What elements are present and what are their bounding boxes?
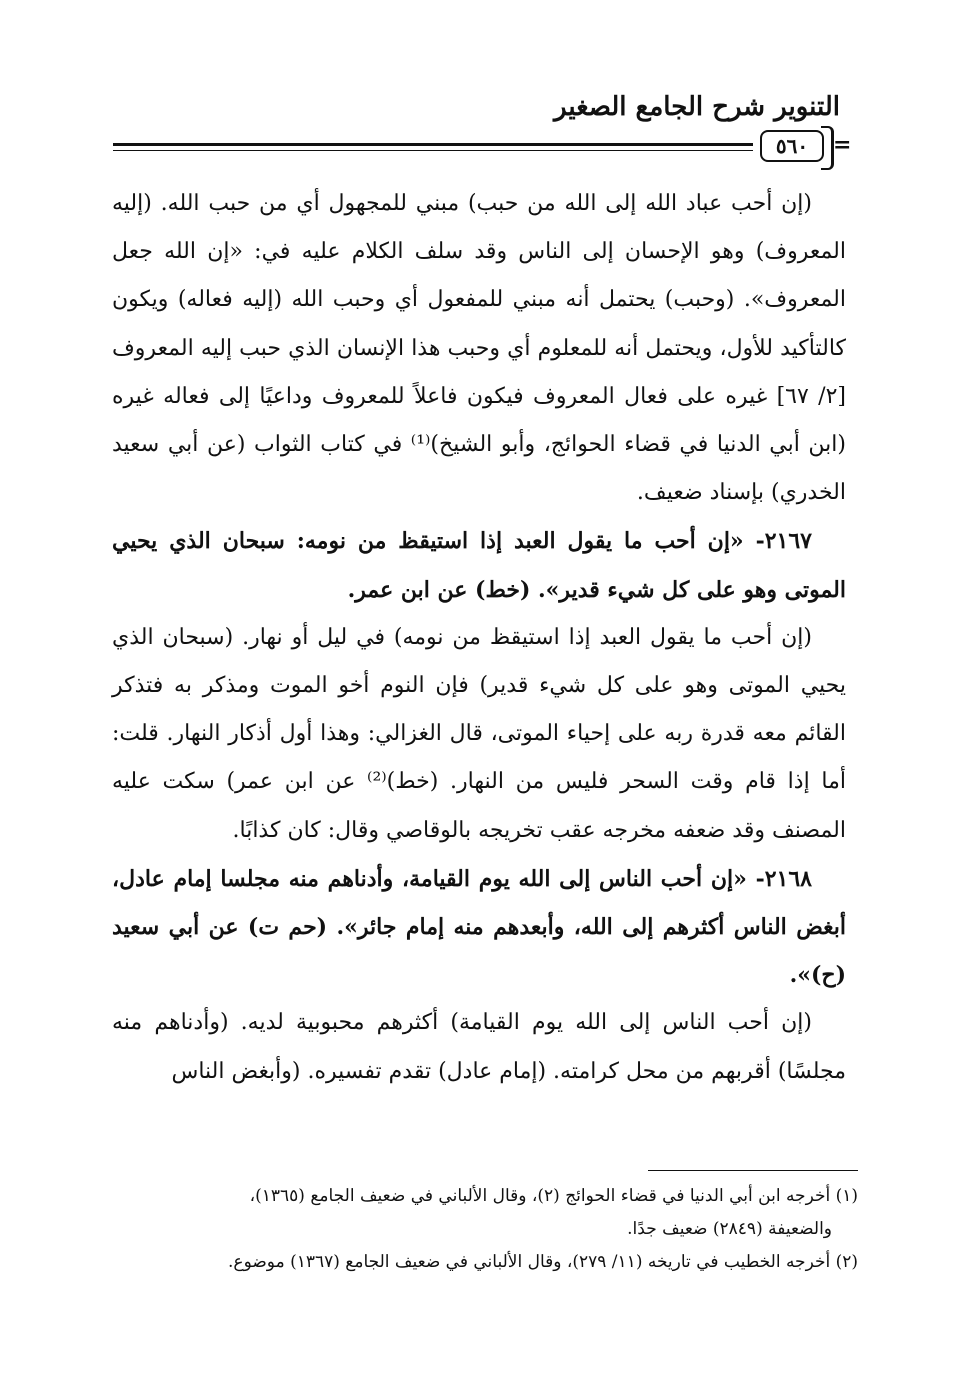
main-text [112,180,846,1096]
footnote-2: (٢) أخرجه الخطيب في تاريخه (١١/ ٢٧٩)، وقال الألباني في ضعيف الجامع (١٣٦٧) موضوع. [228,1252,858,1272]
page-number: ٥٦٠ [775,134,809,158]
running-header-title: التنوير شرح الجامع الصغير [554,92,840,122]
hadith-2167: ٢١٦٧- «إن أحب ما يقول العبد إذا استيقظ من نومه: سبحان الذي يحيي الموتى وهو على كل شيء قدير». (خط) عن ابن عمر. [112,528,846,603]
header-rule [113,143,753,146]
footnote-1-line-1: (١) أخرجه ابن أبي الدنيا في قضاء الحوائج (٢)، وقال الألباني في ضعيف الجامع (١٣٦٥)، [249,1186,858,1206]
commentary-paragraph: (إن أحب الناس إلى الله يوم القيامة) أكثرهم محبوبية لديه. (وأدناهم منه مجلسًا) أقربهم من محل كرامته. (إمام عادل) تقدم تفسيره. (وأبغض الناس [112,1010,846,1084]
header-rule-thin [113,150,753,151]
commentary-paragraph: (إن أحب عباد الله إلى الله من حبب) مبني للمجهول أي من حبب الله. (إليه المعروف) وهو الإحسان إلى الناس وقد سلف الكلام عليه في: «إن الله جعل المعروف». (وحبب) يحتمل أنه مبني للمفعول أي وحبب الله (إليه فعاله) ويكون كالتأكيد للأول، ويحتمل أنه للمعلوم أي وحبب هذا الإنسان الذي حبب إليه المعروف [٢/ ٦٧] غيره على فعال المعروف فيكون فاعلاً للمعروف وداعيًا إلى فعاله غيره (ابن أبي الدنيا في قضاء الحوائج، وأبو الشيخ)⁽¹⁾ في كتاب الثواب (عن أبي سعيد الخدري) بإسناد ضعيف. [112,191,847,506]
header-ornament-mark: = [833,132,852,158]
hadith-2168: ٢١٦٨- «إن أحب الناس إلى الله يوم القيامة، وأدناهم منه مجلسا إمام عادل، أبغض الناس أكثرهم إلى الله، وأبعدهم منه إمام جائر». (حم ت) عن أبي سعيد (ح)». [112,865,846,989]
footnotes [112,1180,858,1279]
footnote-separator [648,1170,858,1171]
footnote-1 [112,1180,858,1246]
commentary-paragraph: (إن أحب ما يقول العبد إذا استيقظ من نومه) في ليل أو نهار. (سبحان الذي يحيي الموتى وهو على كل شيء قدير) فإن النوم أخو الموت ومذكر به فتذكر القائم معه قدرة ربه على إحياء الموتى، قال الغزالي: وهذا أول أذكار النهار. قلت: أما إذا قام وقت السحر فليس من النهار. (خط)⁽²⁾ عن ابن عمر) سكت عليه المصنف وقد ضعفه مخرجه عقب تخريجه بالوقاصي وقال: كان كذابًا. [112,624,846,843]
footnote-1-line-2: والضعيفة (٢٨٤٩) ضعيف جدًا. [627,1219,832,1239]
page-number-badge [760,130,824,162]
